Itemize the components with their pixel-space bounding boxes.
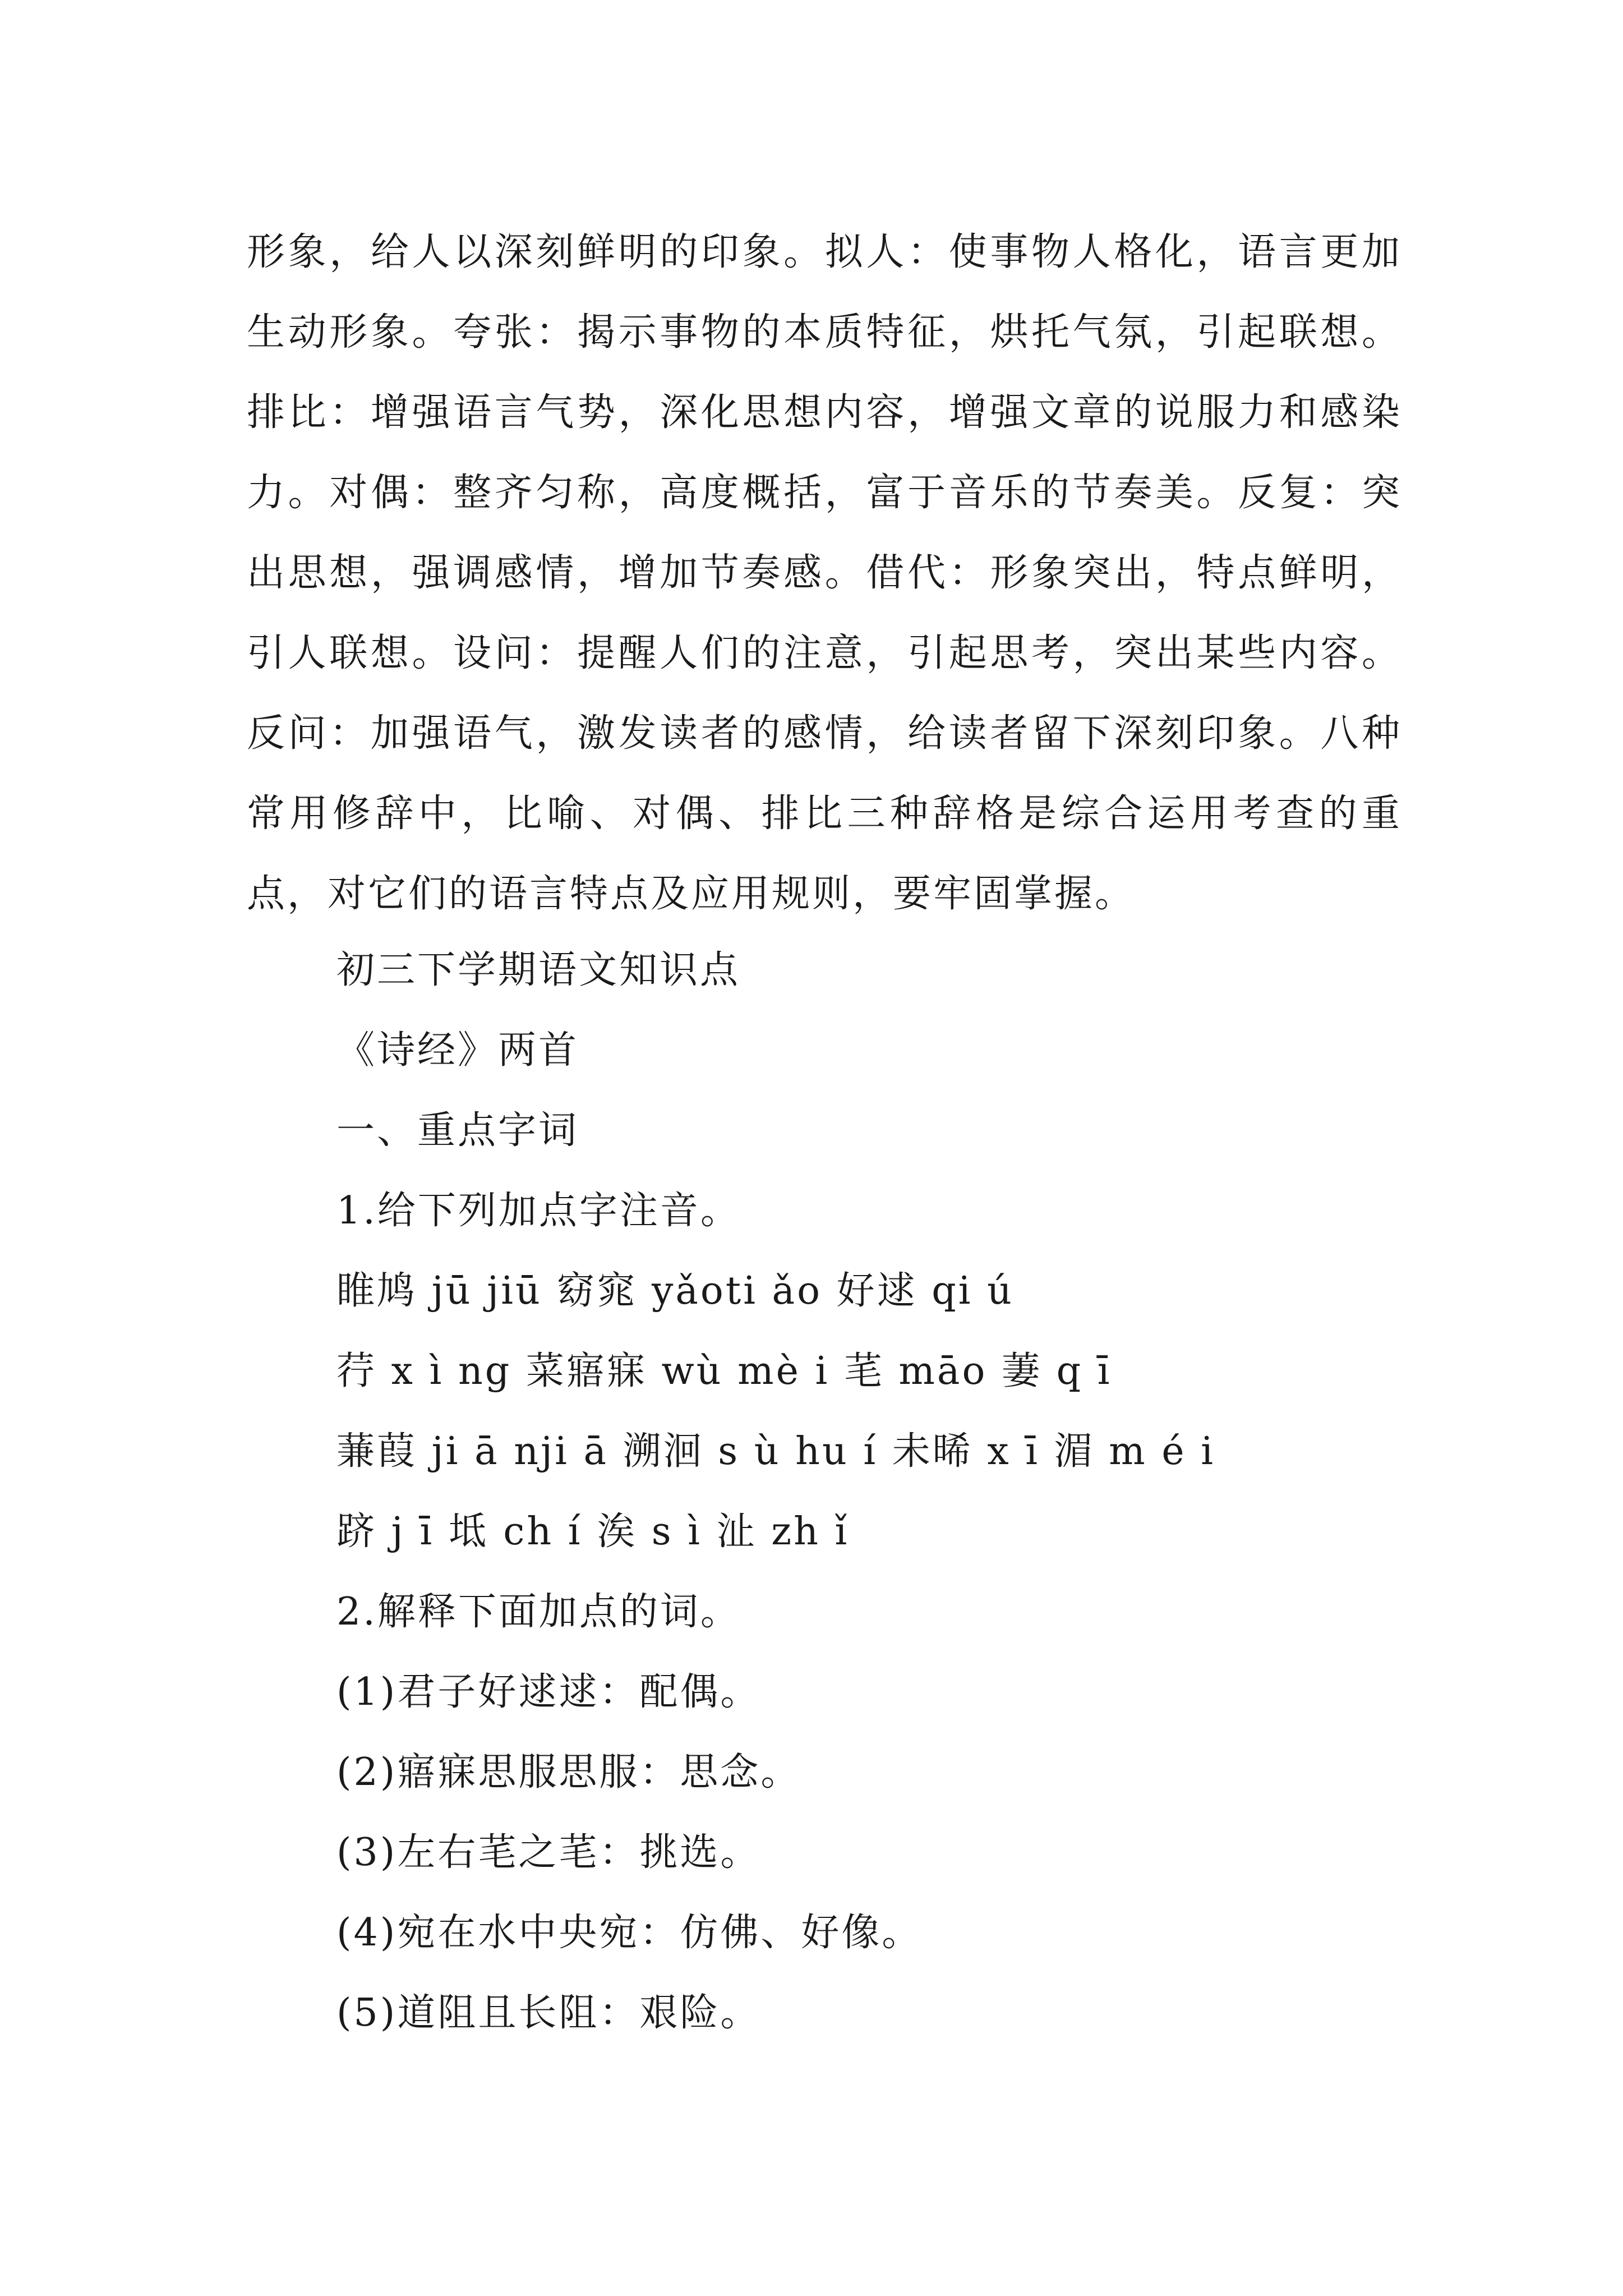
pinyin-line: 睢鸠 jū jiū 窈窕 yǎoti ǎo 好逑 qi ú (336, 1269, 1014, 1313)
definition-item: (3)左右芼之芼：挑选。 (336, 1830, 761, 1875)
lesson-title: 《诗经》两首 (336, 1028, 579, 1073)
section-title: 初三下学期语文知识点 (336, 948, 741, 992)
question-2: 2.解释下面加点的词。 (336, 1590, 741, 1634)
part-heading: 一、重点字词 (336, 1108, 579, 1153)
pinyin-line: 荇 x ì ng 菜寤寐 wù mè i 芼 māo 萋 q ī (336, 1349, 1112, 1393)
definition-item: (2)寤寐思服思服：思念。 (336, 1750, 801, 1795)
definition-item: (4)宛在水中央宛：仿佛、好像。 (336, 1911, 923, 1955)
definition-item: (5)道阻且长阻：艰险。 (336, 1991, 761, 2035)
definition-item: (1)君子好逑逑：配偶。 (336, 1670, 761, 1714)
question-1: 1.给下列加点字注音。 (336, 1189, 741, 1233)
intro-paragraph: 形象，给人以深刻鲜明的印象。拟人：使事物人格化，语言更加生动形象。夸张：揭示事物的本质特征，烘托气氛，引起联想。排比：增强语言气势，深化思想内容，增强文章的说服力和感染力。对偶：整齐匀称，高度概括，富于音乐的节奏美。反复：突出思想，强调感情，增加节奏感。借代：形象突出，特点鲜明，引人联想。设问：提醒人们的注意，引起思考，突出某些内容。反问：加强语气，激发读者的感情，给读者留下深刻印象。八种常用修辞中，比喻、对偶、排比三种辞格是综合运用考查的重点，对它们的语言特点及应用规则，要牢固掌握。 (247, 230, 1402, 916)
pinyin-line: 跻 j ī 坻 ch í 涘 s ì 沚 zh ǐ (336, 1510, 850, 1554)
pinyin-line: 蒹葭 ji ā nji ā 溯洄 s ù hu í 未晞 x ī 湄 m é i (336, 1429, 1215, 1474)
